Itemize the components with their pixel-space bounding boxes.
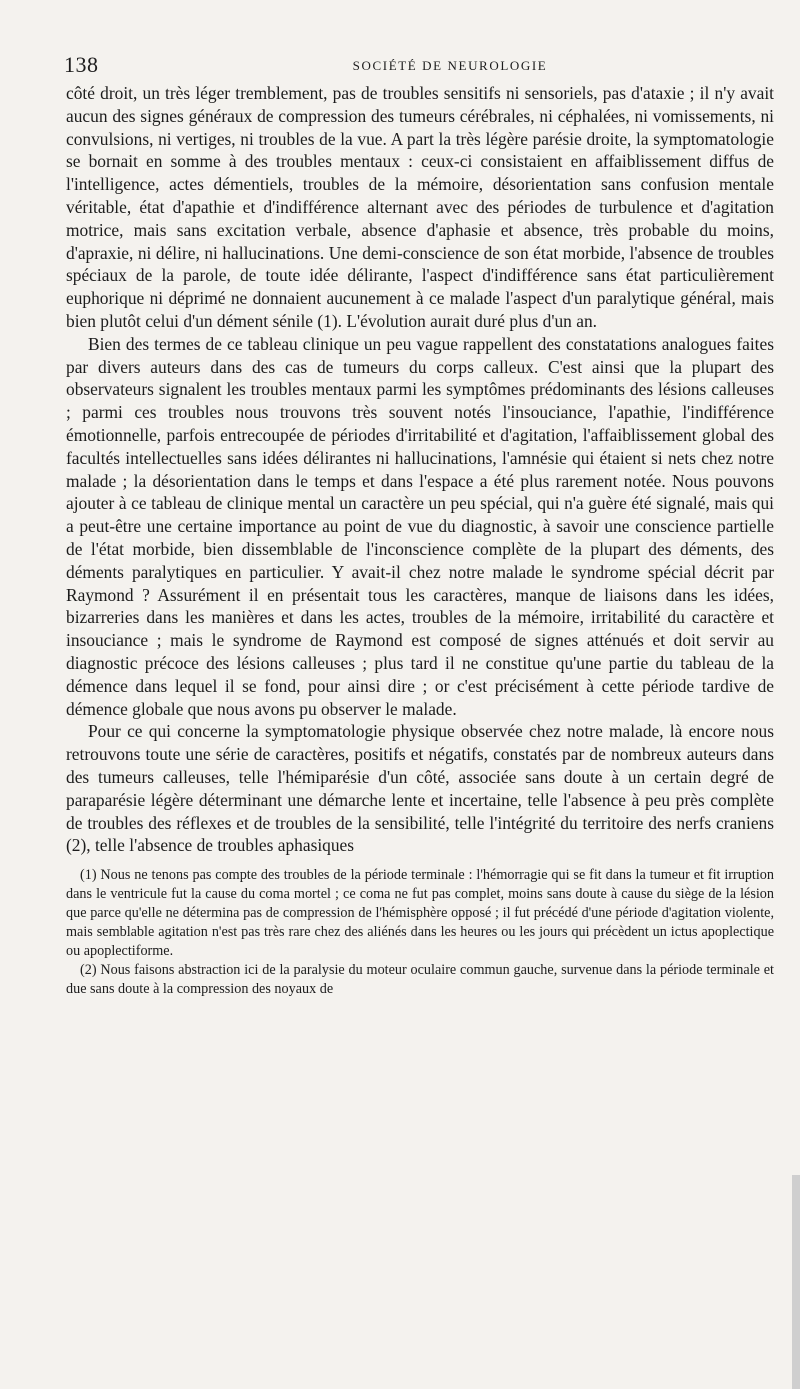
page-number: 138 <box>64 52 99 77</box>
paragraph: Bien des termes de ce tableau clinique un peu vague rappellent des constatations analogues faites par divers auteurs dans des cas de tumeurs du corps calleux. C'est ainsi que la plupart des observateurs signalent les troubles mentaux parmi les symptômes prédominants des lésions calleuses ; parmi ces troubles nous trouvons très souvent notés l'insouciance, l'apathie, l'indifférence émotionnelle, parfois entrecoupée de périodes d'irritabilité et d'agitation, l'affaiblissement global des facultés intellectuelles sans idées délirantes ni hallucinations, l'amnésie qui étaient si nets chez notre malade ; la désorientation dans le temps et dans l'espace a été plus rarement notée. Nous pouvons ajouter à ce tableau de clinique mental un caractère un peu spécial, qui n'a guère été signalé, mais qui a peut-être une certaine importance au point de vue du diagnostic, à savoir une conscience partielle de l'état morbide, bien dissemblable de l'inconscience complète de la plupart des déments, des déments paralytiques en particulier. Y avait-il chez notre malade le syndrome spécial décrit par Raymond ? Assurément il en présentait tous les caractères, manque de liaisons dans les idées, bizarreries dans les manières et dans les actes, troubles de la mémoire, irritabilité du caractère et insouciance ; mais le syndrome de Raymond est composé de signes atténués et doit servir au diagnostic précoce des lésions calleuses ; plus tard il ne constitue qu'une partie du tableau de la démence dans lequel il se fond, pour ainsi dire ; or c'est précisément à cette période tardive de démence globale que nous avons pu observer le malade. <box>66 333 774 719</box>
paragraph: côté droit, un très léger tremblement, pas de troubles sensitifs ni sensoriels, pas d'ataxie ; il n'y avait aucun des signes généraux de compression des tumeurs cérébrales, ni céphalées, ni vomissements, ni convulsions, ni vertiges, ni troubles de la vue. A part la très légère parésie droite, la symptomatologie se bornait en somme à des troubles mentaux : ceux-ci consistaient en affaiblissement diffus de l'intelligence, actes démentiels, troubles de la mémoire, désorientation sans confusion mentale véritable, état d'apathie et d'indifférence alternant avec des périodes de turbulence et d'agitation motrice, mais sans excitation verbale, absence d'aphasie et absence, très probable du moins, d'apraxie, ni délire, ni hallucinations. Une demi-conscience de son état morbide, l'absence de troubles spéciaux de la parole, de toute idée délirante, l'aspect d'indifférence sans état particulièrement euphorique ni déprimé ne donnaient aucunement à ce malade l'aspect d'un paralytique général, mais bien plutôt celui d'un dément sénile (1). L'évolution aurait duré plus d'un an. <box>66 83 774 331</box>
paragraph: Pour ce qui concerne la symptomatologie physique observée chez notre malade, là encore nous retrouvons toute une série de caractères, positifs et négatifs, constatés par de nombreux auteurs dans des tumeurs calleuses, telle l'hémiparésie d'un côté, associée sans doute à un certain degré de paraparésie légère déterminant une démarche lente et incertaine, telle l'absence à peu près complète de troubles des réflexes et de troubles de la sensibilité, telle l'intégrité du territoire des nerfs craniens (2), telle l'absence de troubles aphasiques <box>66 721 774 856</box>
scan-edge-shadow <box>792 1175 800 1389</box>
footnotes <box>66 866 774 998</box>
footnote: (1) Nous ne tenons pas compte des troubles de la période terminale : l'hémorragie qui se fit dans la tumeur et fit irruption dans le ventricule fut la cause du coma mortel ; ce coma ne fut pas complet, moins sans doute à cause du siège de la lésion que parce qu'elle ne détermina pas de compression de l'hémisphère opposé ; il fut précédé d'une période d'agitation violente, mais semblable agitation n'est pas très rare chez des aliénés dans les heures ou les jours qui précèdent un ictus apoplectique ou apoplectiforme. <box>66 867 774 959</box>
footnote: (2) Nous faisons abstraction ici de la paralysie du moteur oculaire commun gauche, survenue dans la période terminale et due sans doute à la compression des noyaux de <box>66 961 774 997</box>
running-head: SOCIÉTÉ DE NEUROLOGIE <box>352 58 548 73</box>
page-header <box>66 46 774 78</box>
body-text <box>66 82 774 857</box>
